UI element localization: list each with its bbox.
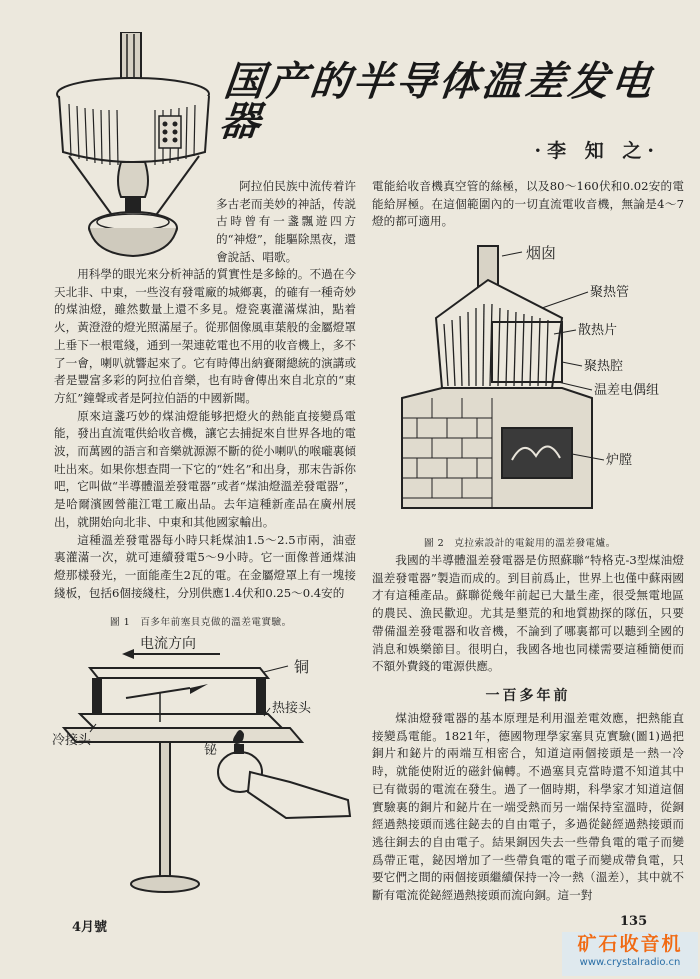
label-fins: 散热片 bbox=[578, 323, 618, 338]
paragraph-7: 煤油燈發電器的基本原理是利用溫差電效應，把熱能直接變爲電能。1821年，德國物理學家塞貝克實驗(圖1)過把銅片和鉍片的兩端互相密合，知道這兩個接頭是一熱一冷時，就能使附近的磁針偏轉。不過塞貝克當時還不知道其中已有微弱的電流在發生。過了一個時期，科學家才知道這個實驗裏的銅片和鉍片在一端受熱而另一端保持室溫時，從銅經過熱接頭而逃往鉍去的自由電子，多過從鉍經過熱接頭而逃往銅去的自由電子。結果銅因失去一些帶負電的電子而變爲帶正電，鉍因增加了一些帶負電的電子而變成帶負電，只要它們之間的兩個接頭繼續保持一冷一熱（溫差），其中就不斷有電流從鉍經過熱接頭而流向銅。這一對 bbox=[372, 711, 684, 903]
figure1-seebeck-experiment bbox=[50, 632, 360, 900]
watermark-title: 矿石收音机 bbox=[577, 933, 683, 955]
right-column-bottom bbox=[372, 710, 684, 905]
label-collector-pipe: 聚热管 bbox=[590, 285, 630, 300]
figure2-stove-generator bbox=[392, 238, 664, 532]
watermark-url: www.crystalradio.cn bbox=[579, 957, 681, 968]
paragraph-6: 我國的半導體溫差發電器是仿照蘇聯“特格克-3型煤油燈溫差發電器”製造而成的。到目前爲止，世界上也僅中蘇兩國才有這種產品。蘇聯從幾年前起已大量生產，很受無電地區的農民、漁民歡迎。尤其是墾荒的和地質勘探的隊伍，只要帶備溫差發電器和收音機，不論到了哪裏都可以聽到全國的消息和娛樂節目。很明白，我國各地也同樣需要這種簡便而不額外費錢的電源供應。 bbox=[372, 553, 684, 674]
label-bismuth: 铋 bbox=[204, 743, 218, 758]
label-hot-junction: 热接头 bbox=[272, 701, 312, 716]
intro-paragraph bbox=[216, 178, 356, 267]
site-watermark bbox=[562, 932, 698, 976]
copper-strip bbox=[90, 668, 268, 678]
terminal-board bbox=[159, 116, 181, 148]
article-author: ·李 知 之· bbox=[534, 140, 660, 162]
lamp-glass bbox=[118, 162, 148, 197]
figure2-caption: 圖 2 克拉索設計的電錠用的溫差發電爐。 bbox=[424, 538, 616, 549]
paragraph-2: 用科學的眼光來分析神話的質實性是多餘的。不過在今天北非、中東，一些沒有發電廠的城鄉裏，的確有一種奇妙的煤油燈，雖然數量上還不多見。燈瓷裏灌滿煤油，點着火，黃澄澄的燈光照滿屋子。從那個像風車葉般的金屬燈罩上垂下一根電綫，通到一架連乾電也不用的收音機上，多不了一會，喇叭就響起來了。它有時傳出納賽爾總統的演講或者是豐富多彩的阿拉伯音樂，也有時會傳出來自北京的“東方紅”鐘聲或者是阿拉伯語的中國新聞。 bbox=[54, 267, 356, 405]
label-cavity: 聚热腔 bbox=[584, 359, 624, 374]
article-title: 国产的半导体温差发电器 bbox=[217, 58, 657, 145]
bismuth-strip bbox=[80, 714, 282, 728]
compass-needle bbox=[126, 688, 190, 698]
lamp-illustration bbox=[55, 32, 220, 262]
label-copper: 铜 bbox=[294, 658, 310, 676]
right-column-top bbox=[372, 178, 684, 231]
figure1-caption: 圖 1 百多年前塞貝克做的溫差電實驗。 bbox=[110, 617, 292, 628]
left-column bbox=[54, 266, 356, 602]
intro-text: 阿拉伯民族中流传着许多古老而美妙的神話，传説古時曾有一盞飄遊四方的“神燈”，能驅除黑夜，還會說話、唱歌。 bbox=[216, 179, 356, 264]
label-cold-junction: 冷接头 bbox=[52, 733, 92, 748]
section-heading: 一百多年前 bbox=[485, 688, 571, 704]
paragraph-5: 電能給收音機真空管的絲極，以及80～160伏和0.02安的電能給屏極。在這個範圍內的一切直流電收音機，無論是4～7燈的都可適用。 bbox=[372, 179, 684, 229]
right-column-middle bbox=[372, 552, 684, 676]
label-chimney: 烟囱 bbox=[526, 244, 557, 262]
paragraph-3: 原來這盞巧妙的煤油燈能够把燈火的熱能直接變爲電能，發出直流電供給收音機，讓它去捕捉來自世界各地的電波，而萬國的語言和音樂就源源不斷的從小喇叭的喉嚨裏傾吐出來。如果你想查問一下它的“姓名”和出身，那末告訴你吧，它叫做“半導體溫差發電器”或者“煤油燈溫差發電器”，是哈爾濱國營龍江電工廠出品。去年這種新產品在廣州展出，就開始向北非、中東和其他國家輸出。 bbox=[54, 408, 356, 529]
label-firebox: 炉膛 bbox=[606, 453, 633, 468]
paragraph-4: 這種溫差發電器每小時只耗煤油1.5～2.5市兩，油壺裏灌滿一次，就可連續發電5～9小時。它一面像普通煤油燈那樣發光，一面能產生2瓦的電。在金屬燈罩上有一塊接綫板，包括6個接綫柱，分別供應1.4伏和0.25～0.4安的 bbox=[54, 532, 356, 600]
page-number: 135 bbox=[620, 914, 648, 929]
label-current-direction: 电流方向 bbox=[140, 636, 196, 652]
label-thermocouple: 温差电偶组 bbox=[594, 383, 660, 398]
hand bbox=[248, 772, 350, 818]
base-stand bbox=[64, 728, 302, 742]
issue-label: 4月號 bbox=[72, 920, 108, 935]
